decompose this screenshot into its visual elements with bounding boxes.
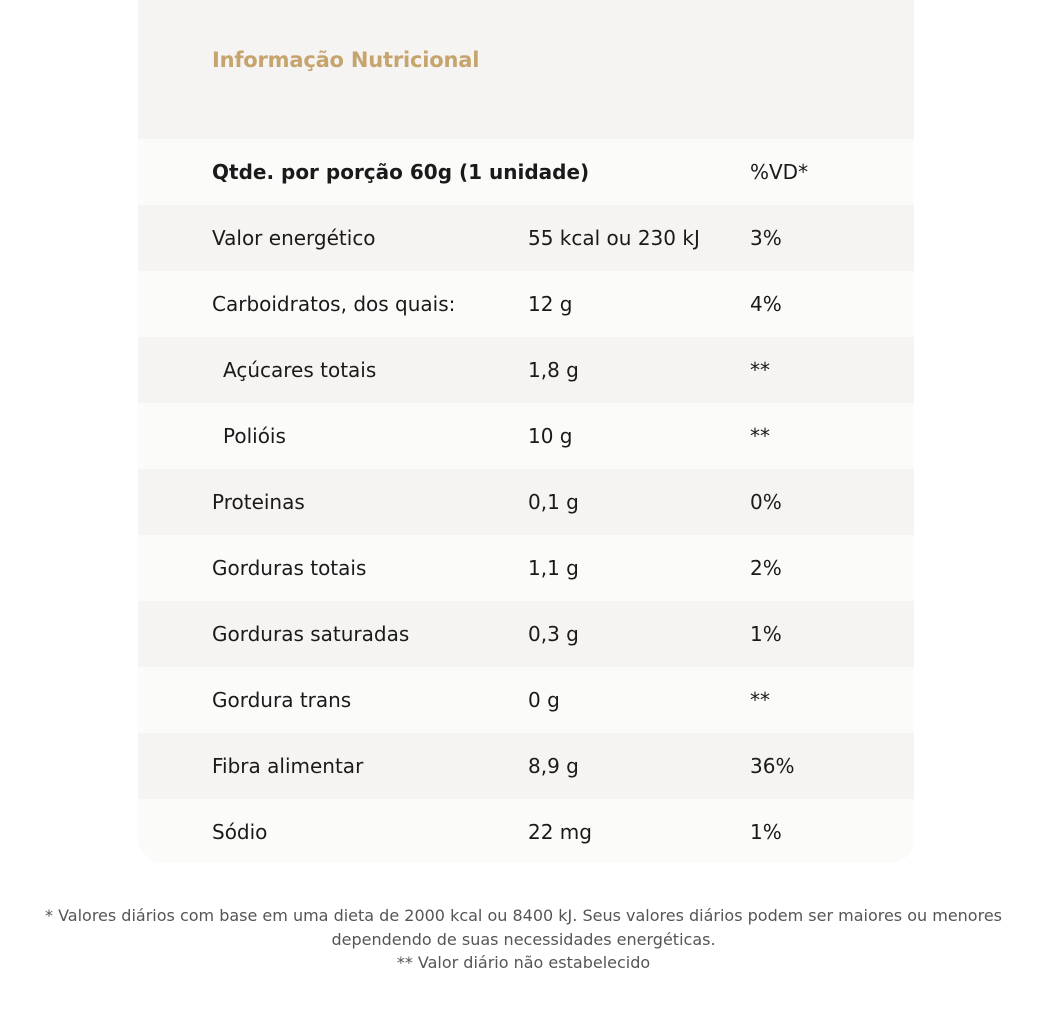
- nutrient-daily-value: **: [750, 424, 770, 448]
- table-row: [138, 601, 914, 667]
- nutrient-daily-value: **: [750, 688, 770, 712]
- nutrient-daily-value: 36%: [750, 754, 795, 778]
- footnote-daily-values: * Valores diários com base em uma dieta de 2000 kcal ou 8400 kJ. Seus valores diários podem ser maiores ou menores: [44, 906, 1002, 925]
- footnote-daily-values-cont: dependendo de suas necessidades energéticas.: [331, 929, 716, 949]
- nutrient-name: Valor energético: [212, 226, 376, 250]
- daily-value-header: %VD*: [750, 160, 809, 184]
- nutrient-amount: 0,1 g: [528, 490, 579, 514]
- nutrient-name: Carboidratos, dos quais:: [212, 292, 456, 316]
- nutrient-daily-value: 3%: [750, 226, 782, 250]
- table-row: [138, 271, 914, 337]
- footnotes: [0, 904, 1047, 975]
- nutrient-daily-value: 1%: [750, 820, 782, 844]
- nutrient-amount: 12 g: [528, 292, 573, 316]
- nutrient-amount: 0,3 g: [528, 622, 579, 646]
- nutrient-daily-value: **: [750, 358, 770, 382]
- nutrient-daily-value: 4%: [750, 292, 782, 316]
- table-row: [138, 799, 914, 863]
- nutrient-name: Fibra alimentar: [212, 754, 364, 778]
- table-row: [138, 733, 914, 799]
- table-row: [138, 469, 914, 535]
- nutrient-name: Gorduras totais: [212, 556, 367, 580]
- nutrient-amount: 1,8 g: [528, 358, 579, 382]
- table-row: [138, 667, 914, 733]
- nutrient-name: Açúcares totais: [223, 358, 377, 382]
- nutrition-title: Informação Nutricional: [212, 48, 480, 72]
- nutrient-amount: 22 mg: [528, 820, 592, 844]
- nutrient-daily-value: 0%: [750, 490, 782, 514]
- nutrient-amount: 8,9 g: [528, 754, 579, 778]
- nutrient-name: Gordura trans: [212, 688, 352, 712]
- nutrient-amount: 10 g: [528, 424, 573, 448]
- nutrient-name: Polióis: [223, 424, 286, 448]
- serving-size-label: Qtde. por porção 60g (1 unidade): [212, 160, 590, 184]
- nutrient-name: Proteinas: [212, 490, 305, 514]
- nutrient-name: Sódio: [212, 820, 268, 844]
- nutrition-facts-card: [138, 0, 914, 863]
- nutrient-amount: 55 kcal ou 230 kJ: [528, 226, 700, 250]
- table-row: [138, 337, 914, 403]
- table-header-row: [138, 139, 914, 205]
- nutrient-daily-value: 2%: [750, 556, 782, 580]
- nutrient-name: Gorduras saturadas: [212, 622, 410, 646]
- nutrient-amount: 0 g: [528, 688, 560, 712]
- nutrient-daily-value: 1%: [750, 622, 782, 646]
- table-row: [138, 403, 914, 469]
- nutrition-table: [138, 139, 914, 863]
- nutrient-amount: 1,1 g: [528, 556, 579, 580]
- footnote-not-established: ** Valor diário não estabelecido: [396, 953, 651, 972]
- table-row: [138, 535, 914, 601]
- table-row: [138, 205, 914, 271]
